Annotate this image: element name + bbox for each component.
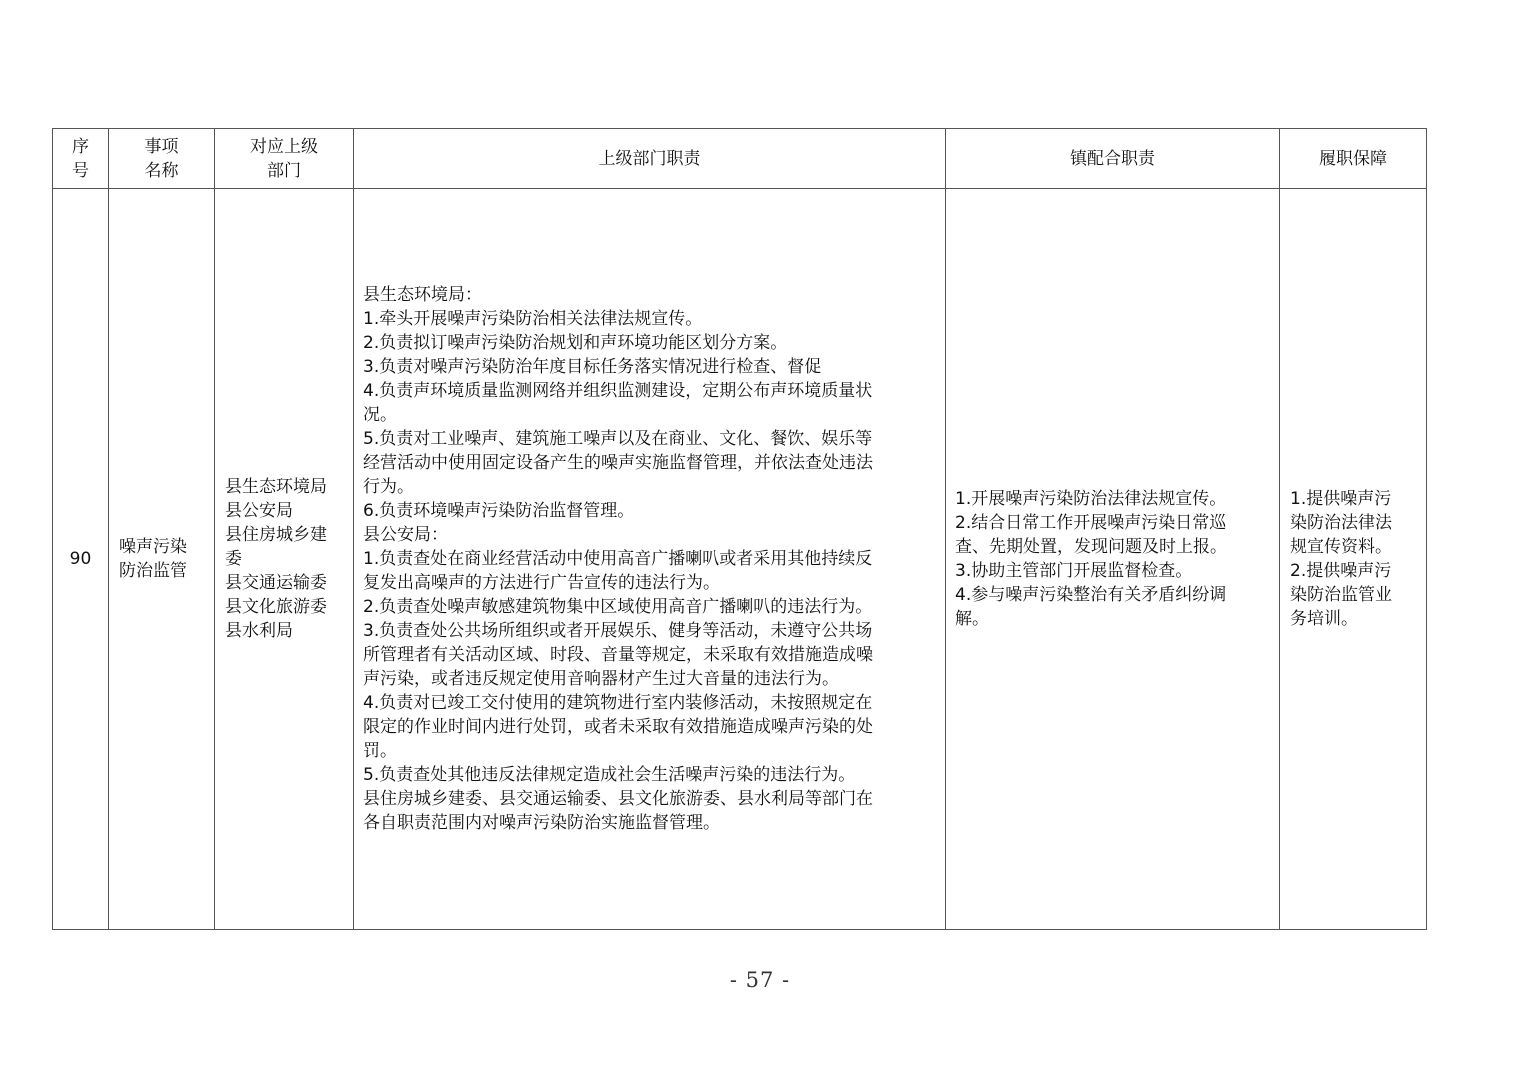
header-guarantee: 履职保障 [1280, 129, 1427, 189]
upper-duty-line: 2.负责查处噪声敏感建筑物集中区域使用高音广播喇叭的违法行为。 [363, 597, 873, 617]
dept-line: 县住房城乡建 [225, 525, 327, 545]
upper-duty-line: 5.负责查处其他违反法律规定造成社会生活噪声污染的违法行为。 [363, 765, 856, 785]
upper-duty-line: 所管理者有关活动区域、时段、音量等规定，未采取有效措施造成噪 [363, 645, 873, 665]
row-item-line-2: 防治监管 [119, 561, 187, 581]
header-seq [53, 129, 109, 189]
upper-duty-line: 罚。 [363, 741, 397, 761]
dept-line: 县生态环境局 [225, 477, 327, 497]
town-duty-line: 解。 [955, 609, 989, 629]
upper-duty-line: 1.负责查处在商业经营活动中使用高音广播喇叭或者采用其他持续反 [363, 549, 873, 569]
upper-duty-line: 4.负责声环境质量监测网络并组织监测建设，定期公布声环境质量状 [363, 381, 873, 401]
dept-line: 委 [225, 549, 242, 569]
guarantee-line: 1.提供噪声污 [1290, 489, 1392, 509]
row-town-duties [946, 189, 1280, 930]
row-seq: 90 [53, 189, 109, 930]
upper-duty-line: 5.负责对工业噪声、建筑施工噪声以及在商业、文化、餐饮、娱乐等 [363, 429, 873, 449]
guarantee-line: 2.提供噪声污 [1290, 561, 1392, 581]
upper-duty-line: 4.负责对已竣工交付使用的建筑物进行室内装修活动，未按照规定在 [363, 693, 873, 713]
header-town-duties: 镇配合职责 [946, 129, 1280, 189]
guarantee-line: 染防治法律法 [1290, 513, 1392, 533]
page-number: - 57 - [729, 968, 791, 992]
upper-duty-line: 2.负责拟订噪声污染防治规划和声环境功能区划分方案。 [363, 333, 788, 353]
upper-duty-line: 6.负责环境噪声污染防治监督管理。 [363, 501, 635, 521]
header-row [53, 129, 1427, 189]
upper-duty-line: 县生态环境局： [363, 285, 482, 305]
header-dept-line-1: 对应上级 [250, 136, 318, 157]
row-departments [215, 189, 354, 930]
guarantee-line: 染防治监管业 [1290, 585, 1392, 605]
town-duty-line: 1.开展噪声污染防治法律法规宣传。 [955, 489, 1227, 509]
dept-line: 县水利局 [225, 621, 293, 641]
upper-duty-line: 各自职责范围内对噪声污染防治实施监督管理。 [363, 813, 720, 833]
row-upper-duties [354, 189, 946, 930]
duty-table [52, 128, 1427, 930]
table-row [53, 189, 1427, 930]
upper-duty-line: 县公安局： [363, 525, 448, 545]
row-item-line-1: 噪声污染 [119, 537, 187, 557]
header-seq-line-1: 序 [72, 136, 89, 157]
header-seq-line-2: 号 [72, 160, 89, 181]
town-duty-line: 4.参与噪声污染整治有关矛盾纠纷调 [955, 585, 1227, 605]
dept-line: 县公安局 [225, 501, 293, 521]
dept-line: 县文化旅游委 [225, 597, 327, 617]
upper-duty-line: 行为。 [363, 477, 414, 497]
guarantee-line: 务培训。 [1290, 609, 1358, 629]
header-upper-duties: 上级部门职责 [354, 129, 946, 189]
upper-duty-line: 1.牵头开展噪声污染防治相关法律法规宣传。 [363, 309, 703, 329]
upper-duty-line: 3.负责对噪声污染防治年度目标任务落实情况进行检查、督促 [363, 357, 822, 377]
town-duty-line: 3.协助主管部门开展监督检查。 [955, 561, 1193, 581]
upper-duty-line: 声污染，或者违反规定使用音响器材产生过大音量的违法行为。 [363, 669, 839, 689]
header-item-line-2: 名称 [144, 160, 179, 181]
upper-duty-line: 限定的作业时间内进行处罚，或者未采取有效措施造成噪声污染的处 [363, 717, 873, 737]
upper-duty-line: 况。 [363, 405, 397, 425]
header-item-line-1: 事项 [144, 136, 179, 157]
dept-line: 县交通运输委 [225, 573, 327, 593]
town-duty-line: 2.结合日常工作开展噪声污染日常巡 [955, 513, 1227, 533]
row-item [109, 189, 215, 930]
upper-duty-line: 经营活动中使用固定设备产生的噪声实施监督管理，并依法查处违法 [363, 453, 873, 473]
header-item [109, 129, 215, 189]
row-guarantee [1280, 189, 1427, 930]
guarantee-line: 规宣传资料。 [1290, 537, 1392, 557]
header-dept-line-2: 部门 [267, 160, 301, 181]
upper-duty-line: 复发出高噪声的方法进行广告宣传的违法行为。 [363, 573, 720, 593]
header-dept [215, 129, 354, 189]
upper-duty-line: 县住房城乡建委、县交通运输委、县文化旅游委、县水利局等部门在 [363, 789, 873, 809]
upper-duty-line: 3.负责查处公共场所组织或者开展娱乐、健身等活动，未遵守公共场 [363, 621, 873, 641]
town-duty-line: 查、先期处置，发现问题及时上报。 [955, 537, 1227, 557]
